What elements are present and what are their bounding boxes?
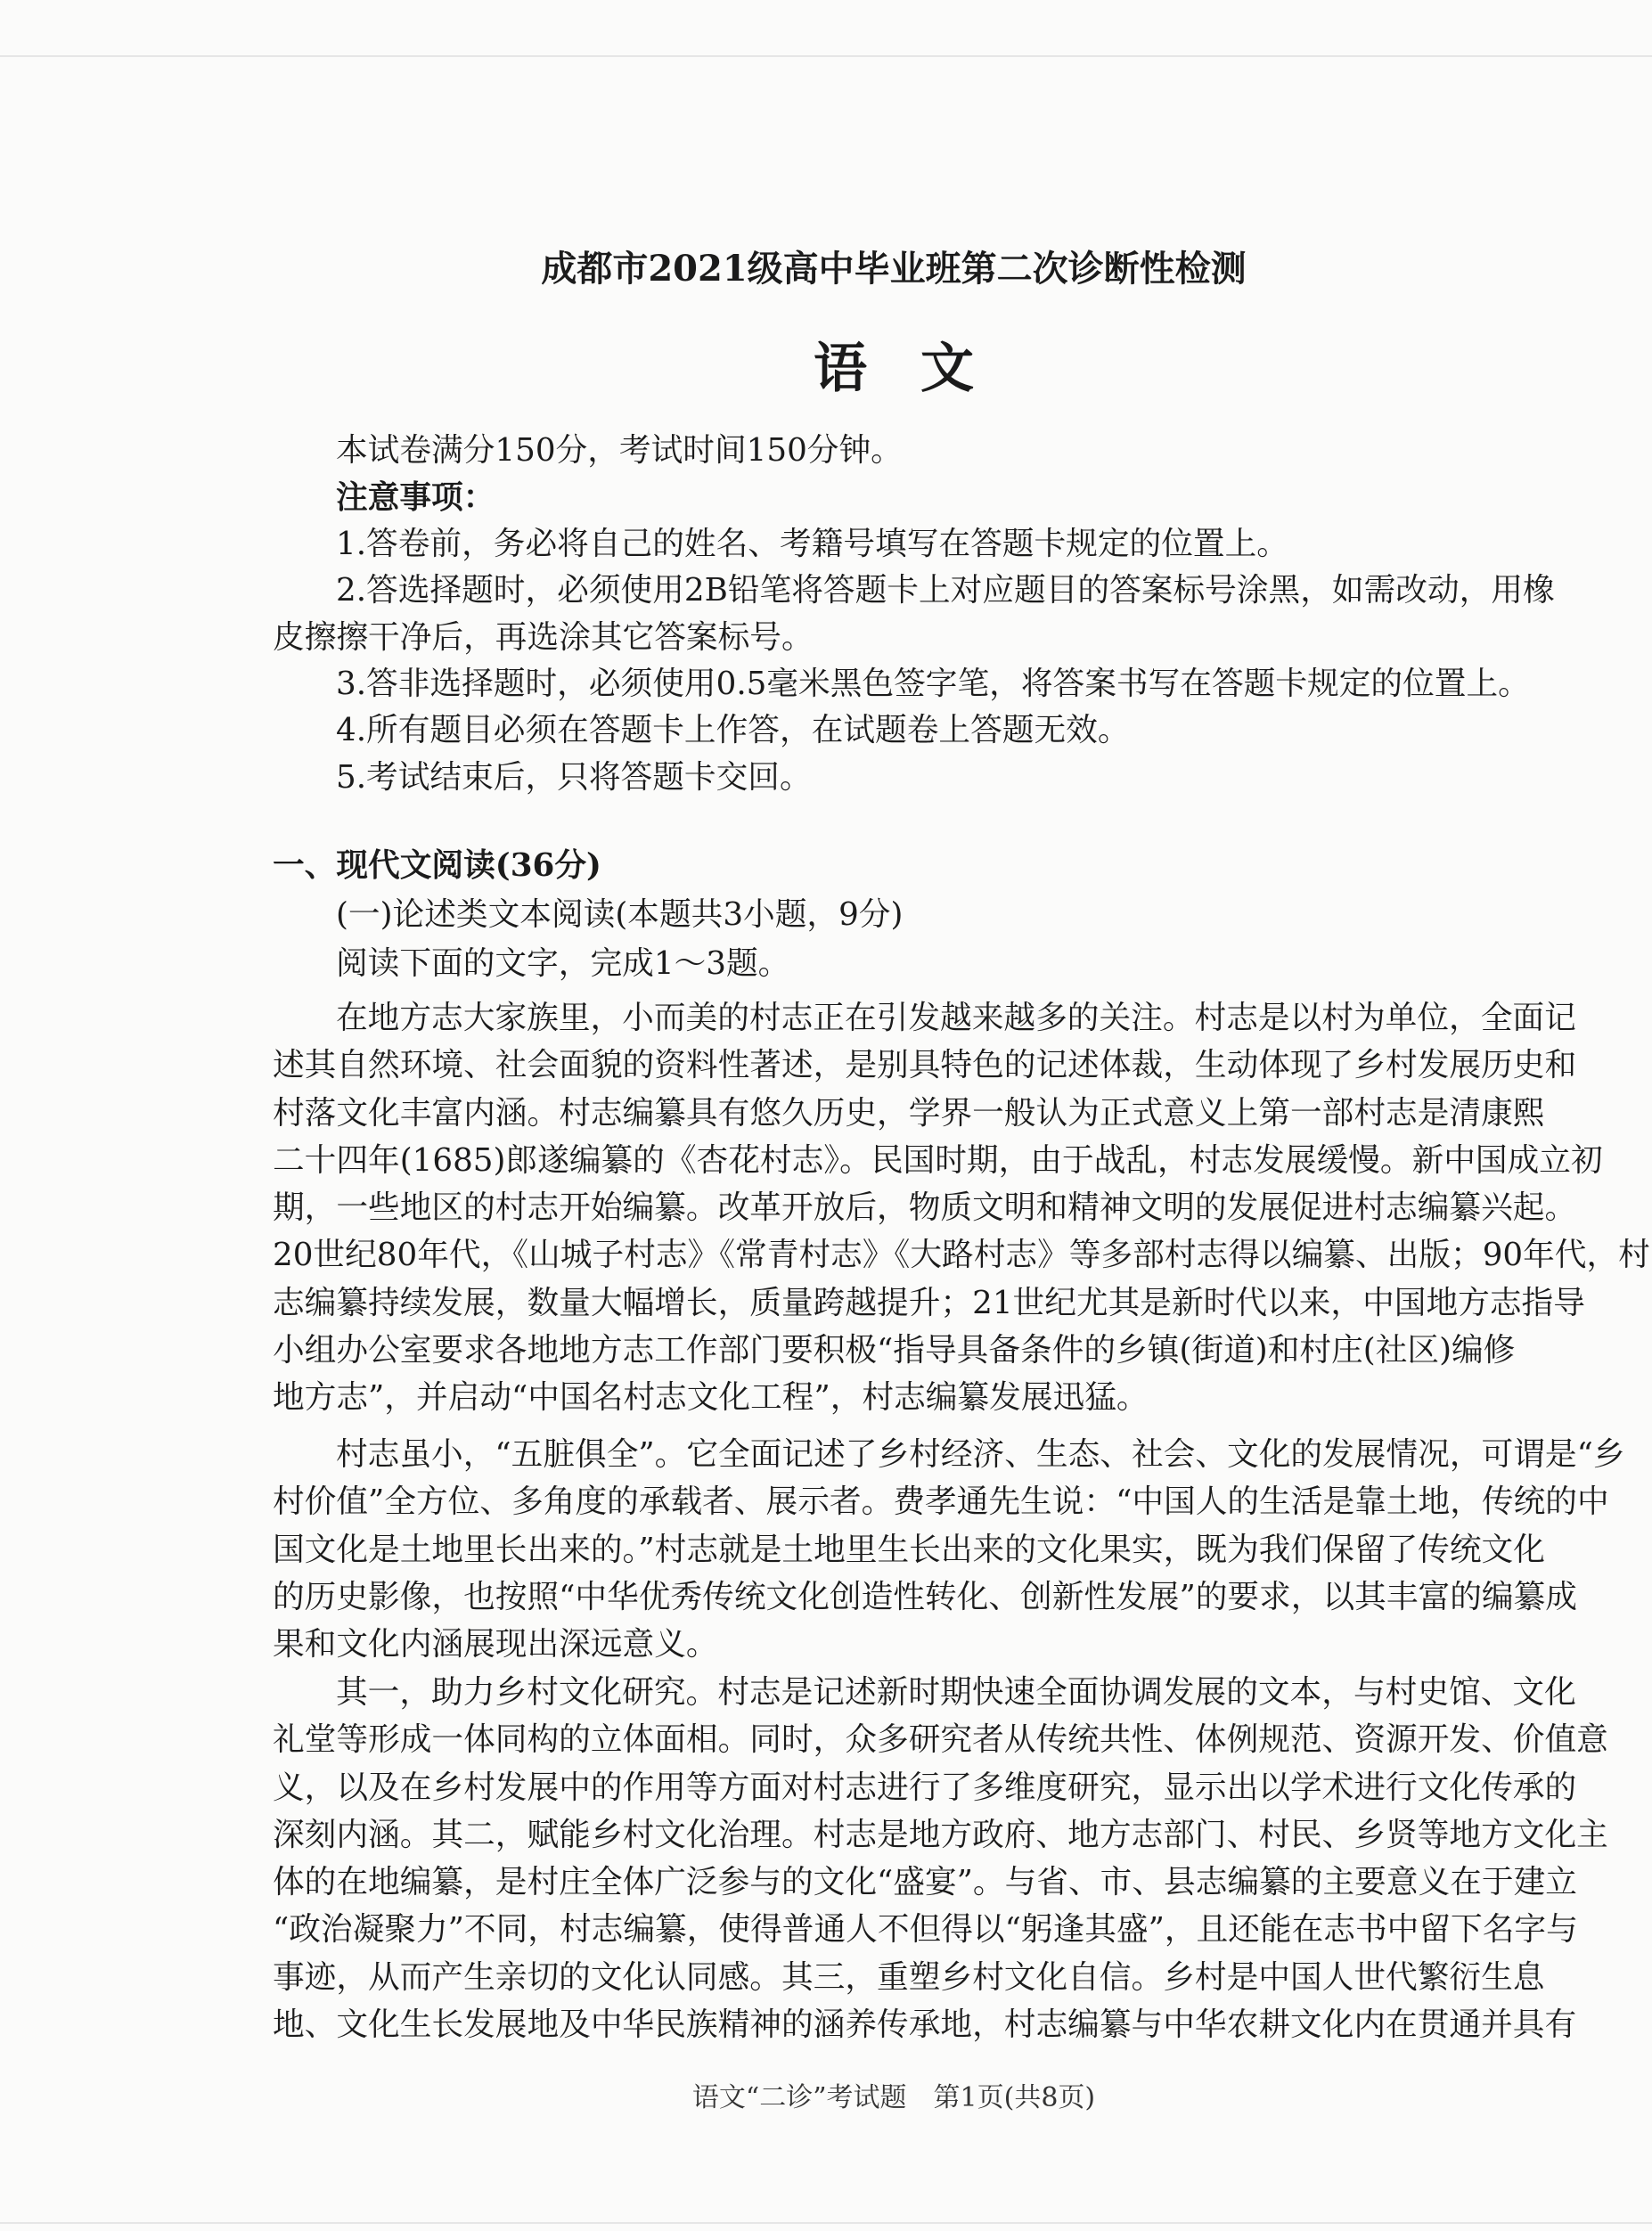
section-subheading: (一)论述类文本阅读(本题共3小题，9分): [336, 896, 904, 933]
passage-paragraph-3: [273, 1669, 1608, 2048]
passage-line: 义，以及在乡村发展中的作用等方面对村志进行了多维度研究，显示出以学术进行文化传承的: [273, 1769, 1577, 1806]
passage-line: 20世纪80年代，《山城子村志》《常青村志》《大路村志》等多部村志得以编纂、出版；90年代，村: [273, 1237, 1650, 1274]
passage-line: 小组办公室要求各地地方志工作部门要积极“指导具备条件的乡镇(街道)和村庄(社区)编修: [273, 1332, 1516, 1369]
passage-line: 志编纂持续发展，数量大幅增长，质量跨越提升；21世纪尤其是新时代以来，中国地方志指导: [273, 1284, 1585, 1321]
passage-line: 礼堂等形成一体同构的立体面相。同时，众多研究者从传统共性、体例规范、资源开发、价值意: [273, 1721, 1608, 1759]
passage-line: 其一，助力乡村文化研究。村志是记述新时期快速全面协调发展的文本，与村史馆、文化: [336, 1674, 1576, 1711]
passage-line: 果和文化内涵展现出深远意义。: [273, 1626, 718, 1663]
note-item: 4.所有题目必须在答题卡上作答，在试题卷上答题无效。: [336, 712, 1130, 749]
exam-intro: 本试卷满分150分，考试时间150分钟。: [336, 432, 903, 469]
note-item: 1.答卷前，务必将自己的姓名、考籍号填写在答题卡规定的位置上。: [336, 525, 1288, 562]
passage-line: 期，一些地区的村志开始编纂。改革开放后，物质文明和精神文明的发展促进村志编纂兴起。: [273, 1189, 1577, 1227]
passage-line: 二十四年(1685)郎遂编纂的《杏花村志》。民国时期，由于战乱，村志发展缓慢。新中国成立初: [273, 1141, 1603, 1179]
passage-line: 事迹，从而产生亲切的文化认同感。其三，重塑乡村文化自信。乡村是中国人世代繁衍生息: [273, 1958, 1545, 1996]
section-heading: 一、现代文阅读(36分): [273, 846, 601, 884]
passage-paragraph-1: [273, 994, 1650, 1422]
section-instruction: 阅读下面的文字，完成1～3题。: [336, 945, 790, 982]
notes-heading: 注意事项：: [336, 478, 495, 517]
passage-line: “政治凝聚力”不同，村志编纂，使得普通人不但得以“躬逢其盛”，且还能在志书中留下名字与: [273, 1911, 1578, 1949]
section-header: [273, 841, 1515, 988]
note-item: 2.答选择题时，必须使用2B铅笔将答题卡上对应题目的答案标号涂黑，如需改动，用橡: [336, 572, 1555, 609]
scan-artifact-line: [0, 2222, 1652, 2224]
exam-title: 成都市2021级高中毕业班第二次诊断性检测: [541, 248, 1247, 290]
passage-line: 深刻内涵。其二，赋能乡村文化治理。村志是地方政府、地方志部门、村民、乡贤等地方文化主: [273, 1816, 1608, 1853]
passage-line: 的历史影像，也按照“中华优秀传统文化创造性转化、创新性发展”的要求，以其丰富的编纂成: [273, 1578, 1577, 1615]
passage-paragraph-2: [273, 1431, 1625, 1668]
passage-line: 村价值”全方位、多角度的承载者、展示者。费孝通先生说：“中国人的生活是靠土地，传统的中: [273, 1483, 1609, 1521]
scan-artifact-line: [0, 55, 1652, 57]
note-item-continuation: 皮擦擦干净后，再选涂其它答案标号。: [273, 618, 814, 656]
passage-line: 村落文化丰富内涵。村志编纂具有悠久历史，学界一般认为正式意义上第一部村志是清康熙: [273, 1094, 1545, 1132]
passage-line: 地方志”，并启动“中国名村志文化工程”，村志编纂发展迅猛。: [273, 1379, 1149, 1417]
passage-line: 在地方志大家族里，小而美的村志正在引发越来越多的关注。村志是以村为单位，全面记: [336, 1000, 1576, 1036]
passage-line: 国文化是土地里长出来的。”村志就是土地里生长出来的文化果实，既为我们保留了传统文化: [273, 1531, 1545, 1568]
note-item: 5.考试结束后，只将答题卡交回。: [336, 758, 812, 796]
page-footer: 语文“二诊”考试题 第1页(共8页): [691, 2082, 1096, 2113]
passage-line: 体的在地编纂，是村庄全体广泛参与的文化“盛宴”。与省、市、县志编纂的主要意义在于建立: [273, 1864, 1577, 1901]
passage-line: 述其自然环境、社会面貌的资料性著述，是别具特色的记述体裁，生动体现了乡村发展历史和: [273, 1047, 1577, 1084]
note-item: 3.答非选择题时，必须使用0.5毫米黑色签字笔，将答案书写在答题卡规定的位置上。: [336, 666, 1530, 703]
passage-line: 地、文化生长发展地及中华民族精神的涵养传承地，村志编纂与中华农耕文化内在贯通并具有: [273, 2006, 1577, 2044]
passage-line: 村志虽小，“五脏俱全”。它全面记述了乡村经济、生态、社会、文化的发展情况，可谓是“乡: [336, 1436, 1625, 1473]
exam-notes: [273, 428, 1555, 801]
subject-title: 语文: [814, 338, 1027, 400]
